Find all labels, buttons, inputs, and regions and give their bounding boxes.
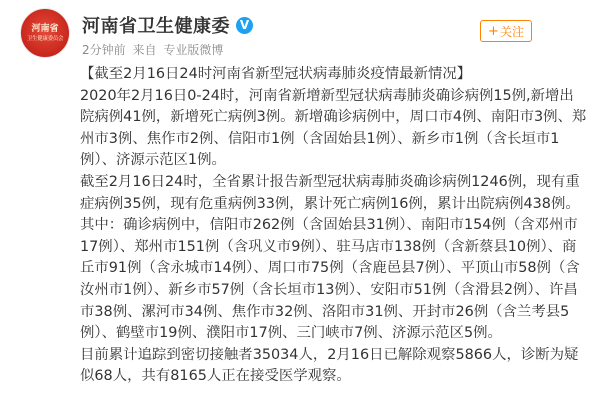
avatar-text-line-1: 河南省 [31, 24, 59, 34]
post-paragraph: 目前累计追踪到密切接触者35034人，2月16日已解除观察5866人，诊断为疑似68人，共有8165人正在接受医学观察。 [80, 346, 579, 385]
verified-icon: V [236, 17, 253, 34]
source-prefix: 来自 [132, 43, 157, 57]
post-title: 【截至2月16日24时河南省新型冠状病毒肺炎疫情最新情况】 [80, 66, 472, 82]
avatar-text-line-2: 卫生健康委员会 [26, 36, 64, 42]
plus-icon: + [488, 23, 499, 39]
account-title-row [82, 13, 253, 37]
account-name[interactable]: 河南省卫生健康委 [82, 16, 230, 37]
follow-button[interactable] [480, 20, 532, 42]
post-time[interactable]: 2分钟前 [82, 43, 126, 57]
weibo-post-header [0, 0, 600, 72]
post-meta [82, 41, 226, 58]
post-source[interactable]: 专业版微博 [163, 43, 224, 57]
avatar[interactable] [20, 8, 70, 58]
post-paragraph: 2020年2月16日0-24时，河南省新增新型冠状病毒肺炎确诊病例15例,新增出院病例41例，新增死亡病例3例。新增确诊病例中，周口市4例、南阳市3例、郑州市3例、焦作市2例、信阳市1例（含固始县1例）、新乡市1例（含长垣市1例）、济源示范区1例。 [80, 87, 587, 169]
follow-button-label: 关注 [499, 24, 524, 39]
post-paragraph: 截至2月16日24时，全省累计报告新型冠状病毒肺炎确诊病例1246例，现有重症病例35例，现有危重病例33例，累计死亡病例16例，累计出院病例438例。其中：确诊病例中，信阳市262例（含固始县31例）、南阳市154例（含邓州市17例）、郑州市151例（含巩义市9例）、驻马店市138例（含新蔡县10例）、商丘市91例（含永城市14例）、周口市75例（含鹿邑县7例）、平顶山市58例（含汝州市1例）、新乡市57例（含长垣市13例）、安阳市51例（含滑县2例）、许昌市38例、漯河市34例、焦作市32例、洛阳市31例、开封市26例（含兰考县5例）、鹤壁市19例、濮阳市17例、三门峡市7例、济源示范区5例。 [80, 173, 580, 342]
post-content [80, 64, 588, 388]
